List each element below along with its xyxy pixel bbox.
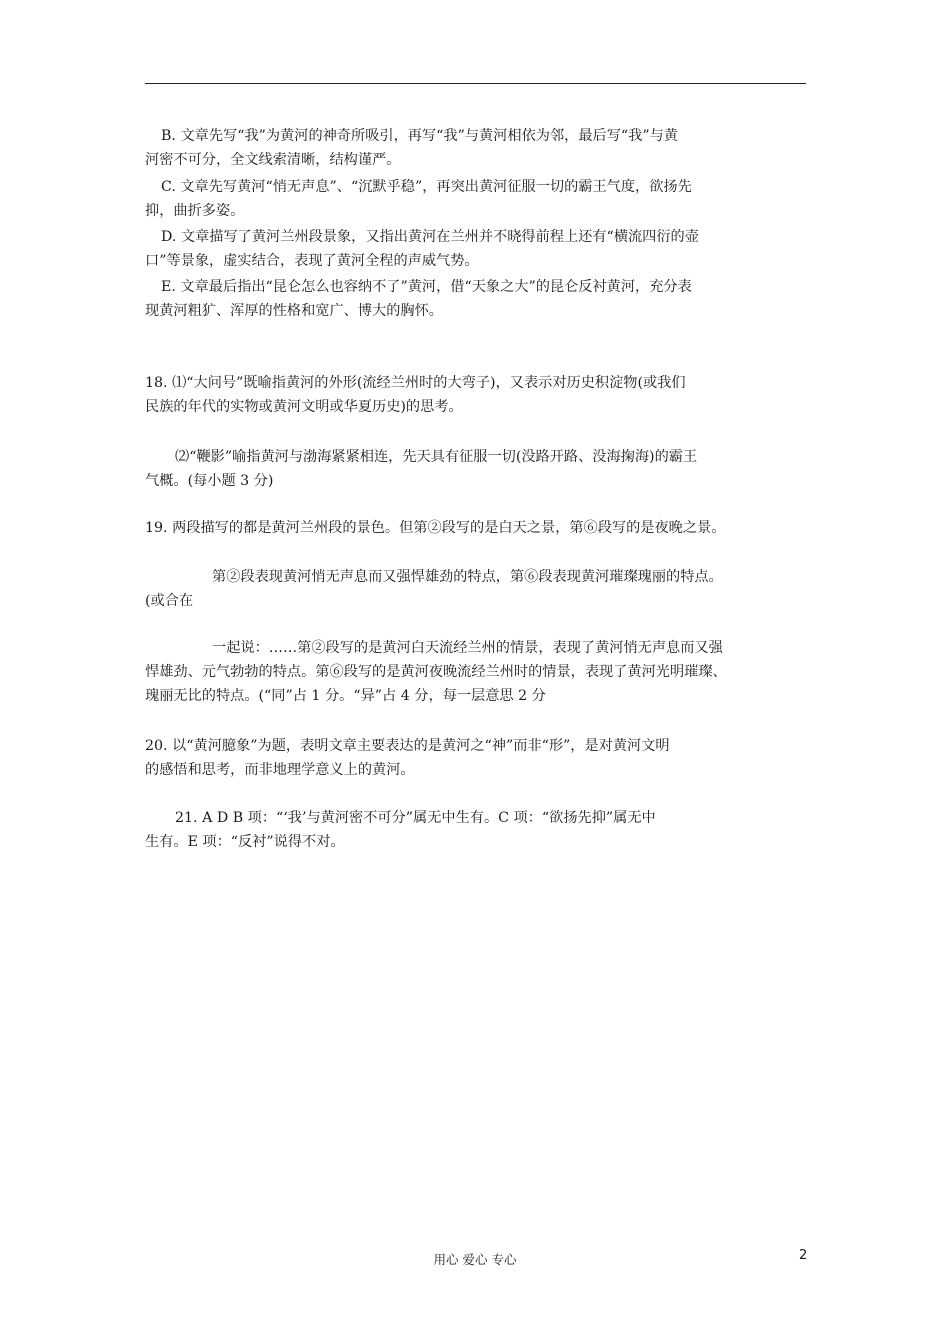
option-d-line-1: D. 文章描写了黄河兰州段景象，又指出黄河在兰州并不晓得前程上还有“横流四衍的壶: [161, 229, 699, 245]
answer-18-line-3: ⑵“鞭影”喻指黄河与渤海紧紧相连，先天具有征服一切(没路开路、没海掬海)的霸王: [175, 449, 698, 465]
header-rule: [145, 83, 806, 84]
answer-19-text-5: 悍雄劲、元气勃勃的特点。第⑥段写的是黄河夜晚流经兰州时的情景，表现了黄河光明璀璨、: [145, 664, 727, 680]
answer-18-line-4: 气概。(每小题 3 分): [145, 473, 274, 489]
answer-21: [145, 806, 810, 854]
option-e: [145, 275, 810, 323]
answer-19-text-3: (或合在: [145, 593, 194, 609]
option-e-line-2: 现黄河粗犷、浑厚的性格和宽广、博大的胸怀。: [145, 303, 443, 319]
answer-18-part-1: [145, 371, 810, 419]
answer-19-text-1: 19. 两段描写的都是黄河兰州段的景色。但第②段写的是白天之景，第⑥段写的是夜晚之景。: [145, 520, 726, 536]
option-d: [145, 225, 810, 273]
page-footer: 用心 爱心 专心: [433, 1252, 517, 1267]
option-b: [145, 124, 810, 172]
answer-18-part-2: [145, 445, 810, 493]
option-d-line-2: 口”等景象，虚实结合，表现了黄河全程的声威气势。: [145, 253, 479, 269]
answer-18-line-1: 18. ⑴“大问号”既喻指黄河的外形(流经兰州时的大弯子)，又表示对历史积淀物(或我们: [145, 375, 686, 391]
answer-19-line-1: [145, 516, 810, 540]
option-c-line-1: C. 文章先写黄河“悄无声息”、“沉默乎稳”，再突出黄河征服一切的霸王气度，欲扬先: [161, 179, 692, 195]
answer-20: [145, 734, 810, 782]
answer-21-line-2: 生有。E 项：“反衬”说得不对。: [145, 834, 345, 850]
option-b-line-1: B. 文章先写“我”为黄河的神奇所吸引，再写“我”与黄河相依为邻，最后写“我”与黄: [161, 128, 678, 144]
answer-19-text-4: 一起说：……第②段写的是黄河白天流经兰州的情景，表现了黄河悄无声息而又强: [212, 640, 723, 656]
answer-20-line-1: 20. 以“黄河臆象”为题，表明文章主要表达的是黄河之“神”而非“形”，是对黄河文明: [145, 738, 670, 754]
page-number: 2: [799, 1248, 808, 1263]
answer-19-line-2: [145, 565, 810, 613]
option-c-line-2: 抑，曲折多姿。: [145, 203, 245, 219]
answer-18-line-2: 民族的年代的实物或黄河文明或华夏历史)的思考。: [145, 399, 463, 415]
answer-19-text-2: 第②段表现黄河悄无声息而又强悍雄劲的特点，第⑥段表现黄河璀璨瑰丽的特点。: [212, 569, 723, 585]
option-e-line-1: E. 文章最后指出“昆仑怎么也容纳不了”黄河，借“天象之大”的昆仑反衬黄河，充分表: [161, 279, 692, 295]
option-c: [145, 175, 810, 223]
answer-19-text-6: 瑰丽无比的特点。(“同”占 1 分。“异”占 4 分，每一层意思 2 分: [145, 688, 546, 704]
answer-20-line-2: 的感悟和思考，而非地理学意义上的黄河。: [145, 762, 415, 778]
answer-19-line-4: [145, 636, 810, 708]
answer-21-line-1: 21. A D B 项：“‘我’与黄河密不可分”属无中生有。C 项：“欲扬先抑”属无中: [175, 810, 656, 826]
option-b-line-2: 河密不可分，全文线索清晰，结构谨严。: [145, 152, 401, 168]
